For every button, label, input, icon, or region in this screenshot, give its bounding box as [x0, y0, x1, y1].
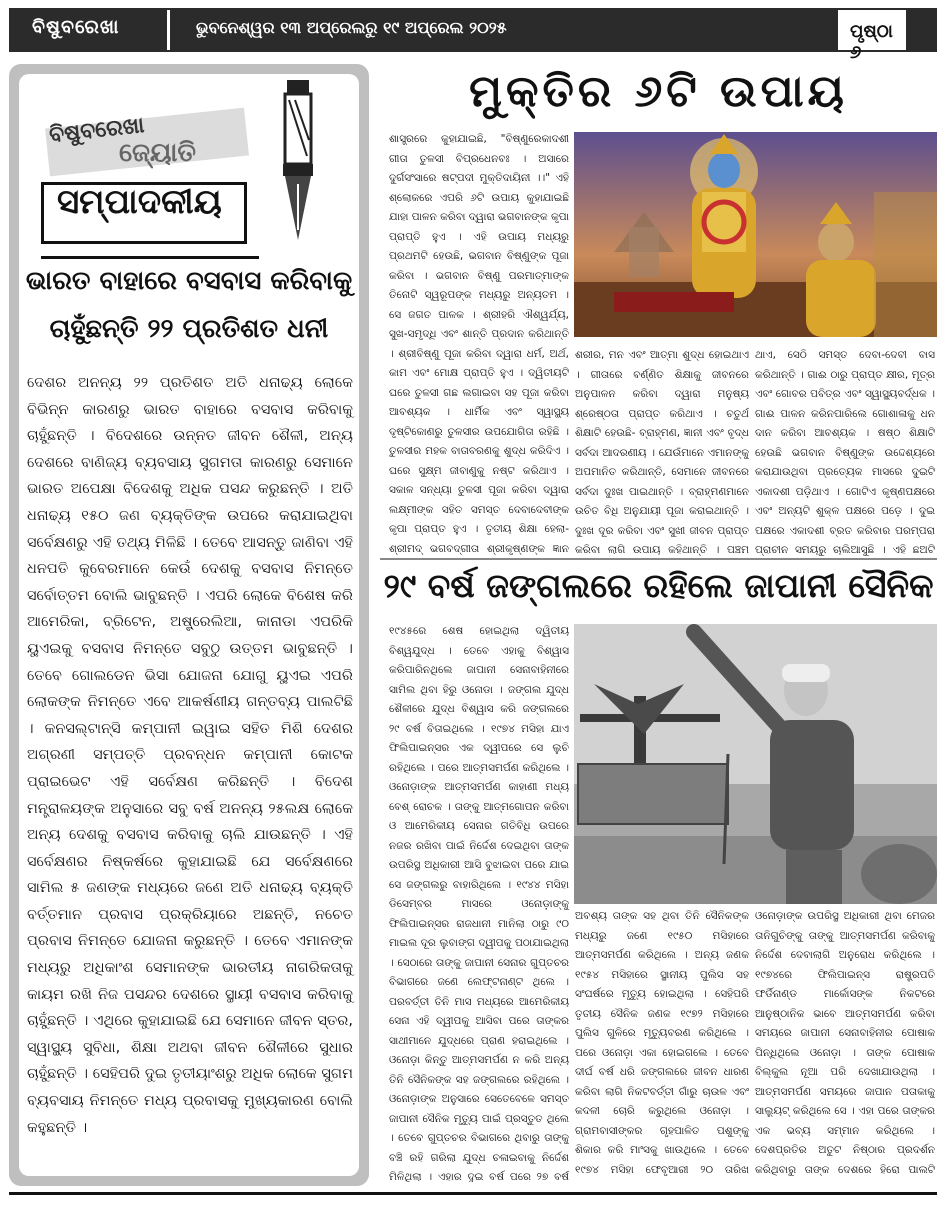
- article-1-column-1: ଶାସ୍ତ୍ରରେ କୁହାଯାଇଛି, "ବିଷ୍ଣୁରେକାଦଶୀ ଗୀତା ତୁଳସୀ ବିପ୍ରଧେନବଃ । ଅସାରେ ଦୁର୍ଗସଂସାରେ ଷଟ୍‌ପଦୀ ମୁକ୍ତିଦାୟିନୀ ।।" ଏହି ଶ୍ଲୋକରେ ଏପରି ୬ଟି ଉପାୟ କୁହାଯାଇଛି ଯାହା ପାଳନ କରିବା ଦ୍ୱାରା ଭଗବାନଙ୍କ କୃପା ପ୍ରାପ୍ତି ହୁଏ । ଏହି ଉପାୟ ମଧ୍ୟରୁ ପ୍ରଥମଟି ହେଉଛି, ଭଗବାନ ବିଷ୍ଣୁଙ୍କ ପୂଜା କରିବା । ଭଗବାନ ବିଷ୍ଣୁ ପରମାତ୍ମାଙ୍କ ତିନୋଟି ସ୍ୱରୂପଙ୍କ ମଧ୍ୟରୁ ଅନ୍ୟତମ । ସେ ଜଗତ ପାଳକ । ଶ୍ରୀହରି ଐଶ୍ୱର୍ଯ୍ୟ, ସୁଖ-ସମୃଦ୍ଧି ଏବଂ ଶାନ୍ତି ପ୍ରଦାନ କରିଥାନ୍ତି । ଶ୍ରୀବିଷ୍ଣୁ ପୂଜା କରିବା ଦ୍ୱାରା ଧର୍ମ, ଅର୍ଥ, କାମ ଏବଂ ମୋକ୍ଷ ପ୍ରାପ୍ତି ହୁଏ । ଦ୍ୱିତୀୟଟି ଘରେ ତୁଳସୀ ଗଛ ଲଗାଇବା ସହ ପୂଜା କରିବା ଆବଶ୍ୟକ । ଧାର୍ମିକ ଏବଂ ସ୍ୱାସ୍ଥ୍ୟ ଦୃଷ୍ଟିକୋଣରୁ ତୁଳସୀର ଉପଯୋଗିତା ରହିଛି । ତୁଳସୀର ମହକ ବାତାବରଣକୁ ଶୁଦ୍ଧ କରିଦିଏ । ଘରେ ସୁକ୍ଷ୍ମ ଜୀବାଣୁକୁ ନଷ୍ଟ କରିଥାଏ । ସକାଳ ସନ୍ଧ୍ୟା ତୁଳସୀ ପୂଜା କରିବା ଦ୍ୱାରା ଲକ୍ଷ୍ମୀଙ୍କ ସହିତ ସମସ୍ତ ଦେବାଦେବୀଙ୍କ କୃପା ପ୍ରାପ୍ତ ହୁଏ । ତୃତୀୟ ଶିକ୍ଷା ହେଲା- ଶ୍ରୀମଦ୍ ଭଗବଦ୍‌ଗୀତା ଶ୍ରୀକୃଷ୍ଣଙ୍କ ଜ୍ଞାନ: [389, 133, 569, 555]
- footer-rule: [9, 1192, 937, 1195]
- article-2-column-2: ଅବଶ୍ୟ ତାଙ୍କ ସହ ଥିବା ତିନି ସୈନିକଙ୍କ ମଧ୍ୟରୁ ଜଣେ ୧୯୫୦ ମସିହାରେ ଆତ୍ମସମର୍ପଣ କରିଥିଲେ । ଅନ୍ୟ ଜଣକ ୧୯୫୪ ମସିହାରେ ସ୍ଥାନୀୟ ପୁଲିସ ସହ ସଂଘର୍ଷରେ ମୃତ୍ୟୁ ହୋଇଥିଲା । ସେହିପରି ତୃତୀୟ ସୈନିକ ଜଣକ ୧୯୭୨ ମସିହାରେ ପୁଲିସ ଗୁଳିରେ ମୃତ୍ୟୁବରଣ କରିଥିଲେ । ପରେ ଓନୋଡ଼ା ଏକା ହୋଇଗଲେ । ତେବେ ଦୀର୍ଘ ବର୍ଷ ଧରି ଜଙ୍ଗଲରେ ଜୀବନ ଧାରଣ କରିବା ଲାଗି ନିକଟବର୍ତ୍ତୀ ଗାଁରୁ ଚାଉଳ ଏବଂ କଦଳୀ ଚୋରି କରୁଥିଲେ ଓନୋଡ଼ା । ଗ୍ରାମବାସୀଙ୍କର ଗୃହପାଳିତ ପଶୁଙ୍କୁ ଶିକାର କରି ମାଂସକୁ ଖାଉଥିଲେ । ତେବେ ୧୯୭୪ ମସିହା ଫେବୃଆରୀ ୨୦ ତାରିଖ: [575, 910, 749, 1176]
- logo-text: ବିଷୁବରେଖା: [32, 16, 120, 38]
- article-1-column-3: ଥାଏ, ସେଠି ସମସ୍ତ ଦେବା-ଦେବୀ ବାସ କରିଥାନ୍ତି । ଗାଈ ଠାରୁ ପ୍ରାପ୍ତ କ୍ଷୀର, ମୂତ୍ର ଏବଂ ଗୋବର ପବିତ୍ର ଏବଂ ସ୍ୱାସ୍ଥ୍ୟବର୍ଦ୍ଧକ । ଗାଈ ପାଳନ କରିନପାରିଲେ ଗୋଶାଳାକୁ ଧନ ଦାନ କରିବା ଆବଶ୍ୟକ । ଷଷ୍ଠ ଶିକ୍ଷାଟି ହେଉଛି ଭଗବାନ ବିଷ୍ଣୁଙ୍କ ଉଦ୍ଦେଶ୍ୟରେ କରାଯାଉଥିବା ପ୍ରତ୍ୟେକ ମାସରେ ଦୁଇଟି ଏକାଦଶୀ ପଡ଼ିଥାଏ । ଗୋଟିଏ କୃଷ୍ଣପକ୍ଷରେ ଏବଂ ଅନ୍ୟଟି ଶୁକ୍ଳ ପକ୍ଷରେ ପଡ଼େ । ଦୁଇ ପକ୍ଷରେ ଏକାଦଶୀ ବ୍ରତ କରିବାର ପରମ୍ପରା ପ୍ରାଚୀନ ସମୟରୁ ଚାଲିଆସୁଛି । ଏହି ଛଅଟି: [755, 349, 935, 556]
- page-number-box: [836, 8, 908, 63]
- masthead-script-2: ଜ୍ୟୋତି: [119, 138, 196, 168]
- masthead-script: ବିଷୁବରେଖା: [47, 113, 146, 148]
- article-2-headline: ୨୯ ବର୍ଷ ଜଙ୍ଗଲରେ ରହିଲେ ଜାପାନୀ ସୈନିକ: [383, 566, 934, 605]
- editorial-headline-line-1: ଭାରତ ବାହାରେ ବସବାସ କରିବାକୁ: [25, 266, 353, 296]
- editorial-masthead: [27, 78, 343, 258]
- editorial-headline-line-2: ଚାହୁଁଛନ୍ତି ୨୨ ପ୍ରତିଶତ ଧନୀ: [49, 314, 329, 344]
- krishna-arjuna-image: [574, 132, 937, 337]
- masthead-rule: [41, 256, 259, 259]
- article-1-column-2: ଶରୀର, ମନ ଏବଂ ଆତ୍ମା ଶୁଦ୍ଧ ହୋଇଥାଏ । ଗୀତାରେ ବର୍ଣ୍ଣିତ ଶିକ୍ଷାକୁ ଜୀବନରେ ଅନୁପାଳନ କରିବା ଦ୍ୱାରା ମନୁଷ୍ୟ ଶ୍ରେଷ୍ଠତା ପ୍ରାପ୍ତ କରିଥାଏ । ଚତୁର୍ଥ ଶିକ୍ଷାଟି ହେଉଛି- ବ୍ରାହ୍ମଣ, ଜ୍ଞାନୀ ଏବଂ ବୃଦ୍ଧ ସର୍ବଦା ଆଦରଣୀୟ । ଯେଉଁମାନେ ଏମାନଙ୍କୁ ଅପମାନିତ କରିଥାନ୍ତି, ସେମାନେ ଜୀବନରେ ସର୍ବଦା ଦୁଃଖ ପାଇଥାନ୍ତି । ବ୍ରାହ୍ମଣମାନେ ଉଚିତ ବିଧି ଅନୁଯାୟୀ ପୂଜା କରାଇଥାନ୍ତି । ଦୁଃଖ ଦୂର କରିବା ଏବଂ ସୁଖୀ ଜୀବନ ପ୍ରାପ୍ତ କରିବା ଲାଗି ଉପାୟ କହିଥାନ୍ତି । ପଞ୍ଚମ: [575, 349, 749, 556]
- fountain-pen-icon: [267, 80, 321, 250]
- editorial-panel: [19, 74, 359, 1176]
- page-number: ପୃଷ୍ଠା ୬: [850, 21, 893, 63]
- japanese-soldier-photo: [574, 624, 937, 904]
- article-divider: [380, 558, 937, 560]
- editorial-body: ଦେଶର ଅନନ୍ୟ ୨୨ ପ୍ରତିଶତ ଅତି ଧନାଢ୍ୟ ଲୋକେ ବିଭିନ୍ନ କାରଣରୁ ଭାରତ ବାହାରେ ବସବାସ କରିବାକୁ ଚାହୁଁଛନ୍ତି । ବିଦେଶରେ ଉନ୍ନତ ଜୀବନ ଶୈଳୀ, ଅନ୍ୟ ଦେଶରେ ବାଣିଜ୍ୟ ବ୍ୟବସାୟ ସୁଗମତା କାରଣରୁ ସେମାନେ ଭାରତ ଅପେକ୍ଷା ବିଦେଶକୁ ଅଧିକ ପସନ୍ଦ କରୁଛନ୍ତି । ଅତି ଧନାଢ୍ୟ ୧୫୦ ଜଣ ବ୍ୟକ୍ତିଙ୍କ ଉପରେ କରାଯାଇଥିବା ସର୍ବେକ୍ଷଣରୁ ଏହି ତଥ୍ୟ ମିଳିଛି । ତେବେ ଆସନ୍ତୁ ଜାଣିବା ଏହି ଧନପତି କୁବେରମାନେ କେଉଁ ଦେଶକୁ ବସବାସ ନିମନ୍ତେ ସର୍ବୋତ୍ତମ ବୋଲି ଭାବୁଛନ୍ତି । ଏପରି ଲୋକେ ବିଶେଷ କରି ଆମେରିକା, ବ୍ରିଟେନ, ଅଷ୍ଟ୍ରେଲିଆ, କାନାଡା ଏପରିକି ୟୁଏଇକୁ ବସବାସ ନିମନ୍ତେ ସବୁଠୁ ଉତ୍ତମ ଭାବୁଛନ୍ତି । ତେବେ ଗୋଲଡେନ ଭିସା ଯୋଜନା ଯୋଗୁ ୟୁଏଇ ଏପରି ଲୋକଙ୍କ ନିମନ୍ତେ ଏବେ ଆକର୍ଷଣୀୟ ଗନ୍ତବ୍ୟ ପାଲଟିଛି । କନସଲ୍ଟାନ୍ସି କମ୍ପାନୀ ଇୱାଇ ସହିତ ମିଶି ଦେଶର ଅଗ୍ରଣୀ ସମ୍ପତ୍ତି ପ୍ରବନ୍ଧନ କମ୍ପାନୀ କୋଟକ ପ୍ରାଇଭେଟ ଏହି ସର୍ବେକ୍ଷଣ କରିଛନ୍ତି । ବିଦେଶ ମନ୍ତ୍ରାଳୟଙ୍କ ଅନୁସାରେ ସବୁ ବର୍ଷ ଅନନ୍ୟ ୨୫ଲକ୍ଷ ଲୋକେ ଅନ୍ୟ ଦେଶକୁ ବସବାସ କରିବାକୁ ଚାଲି ଯାଉଛନ୍ତି । ଏହି ସର୍ବେକ୍ଷଣର ନିଷ୍କର୍ଷରେ କୁହାଯାଇଛି ଯେ ସର୍ବେକ୍ଷଣରେ ସାମିଲ ୫ ଜଣଙ୍କ ମଧ୍ୟରେ ଜଣେ ଅତି ଧନାଢ୍ୟ ବ୍ୟକ୍ତି ବର୍ତ୍ତମାନ ପ୍ରବାସ ପ୍ରକ୍ରିୟାରେ ଅଛନ୍ତି, ନଚେତ ପ୍ରବାସ ନିମନ୍ତେ ଯୋଜନା କରୁଛନ୍ତି । ତେବେ ଏମାନଙ୍କ ମଧ୍ୟରୁ ଅଧିକାଂଶ ସେମାନଙ୍କ ଭାରତୀୟ ନାଗରିକତାକୁ କାୟମ ରଖି ନିଜ ପସନ୍ଦର ଦେଶରେ ସ୍ଥାୟୀ ବସବାସ କରିବାକୁ ଚାହୁଁଛନ୍ତି । ଏଥିରେ କୁହାଯାଇଛି ଯେ ସେମାନେ ଜୀବନ ସ୍ତର, ସ୍ୱାସ୍ଥ୍ୟ ସୁବିଧା, ଶିକ୍ଷା ଅଥବା ଜୀବନ ଶୈଳୀରେ ସୁଧାର ଚାହୁଁଛନ୍ତି । ସେହିପରି ଦୁଇ ତୃତୀୟାଂଶରୁ ଅଧିକ ଲୋକେ ସୁଗମ ବ୍ୟବସାୟ ନିମନ୍ତେ ମଧ୍ୟ ପ୍ରବାସକୁ ମୁଖ୍ୟକାରଣ ବୋଲି କହୁଛନ୍ତି ।: [27, 374, 353, 1136]
- article-1-headline: ମୁକ୍ତିର ୬ଟି ଉପାୟ: [469, 66, 848, 117]
- issue-date: ଭୁବନେଶ୍ୱର ୧୩ ଅପ୍ରେଲରୁ ୧୯ ଅପ୍ରେଲ ୨୦୨୫: [196, 18, 507, 37]
- editorial-section-title: ସମ୍ପାଦକୀୟ: [57, 182, 222, 222]
- editorial-column: [9, 64, 369, 1186]
- newspaper-logo: [12, 10, 170, 50]
- article-2-column-1: ୧୯୪୫ରେ ଶେଷ ହୋଇଥିଲା ଦ୍ୱିତୀୟ ବିଶ୍ୱଯୁଦ୍ଧ । ତେବେ ଏହାକୁ ବିଶ୍ୱାସ କରିପାରିନଥିଲେ ଜାପାନୀ ସେନାବାହିନୀରେ ସାମିଲ ଥିବା ହିରୁ ଓନୋଡା । ଜଙ୍ଗଲ ଯୁଦ୍ଧ ଶୈଳୀରେ ଯୁଦ୍ଧ ବିଶ୍ୱାସ କରି ଜଙ୍ଗଲରେ ୨୯ ବର୍ଷ ବିତାଇଥିଲେ । ୧୯୭୪ ମସିହା ଯାଏ ଫିଲିପାଇନ୍‌ସର ଏକ ଦ୍ୱୀପରେ ସେ ଲୁଚି ରହିଥିଲେ । ପରେ ଆତ୍ମସମର୍ପଣ କରିଥିଲେ । ଓନୋଡ଼ାଙ୍କ ଆତ୍ମସମର୍ପଣ କାହାଣୀ ମଧ୍ୟ ବେଶ୍ ରୋଚକ । ତାଙ୍କୁ ଆତ୍ମଗୋପନ କରିବା ଓ ଆମେରିକୀୟ ସେନାର ଗତିବିଧି ଉପରେ ନଜର ରଖିବା ପାଇଁ ନିର୍ଦ୍ଦେଶ ଦେଇଥିବା ତାଙ୍କ ଉପରିସ୍ଥ ଅଧିକାରୀ ଆସି ବୁଝାଇବା ପରେ ଯାଇ ସେ ଜଙ୍ଗଲରୁ ବାହାରିଥିଲେ । ୧୯୪୪ ମସିହା ଡିସେମ୍ବର ମାସରେ ଓନୋଡ଼ାଙ୍କୁ ଫିଲିପାଇନ୍‌ସର ରାଜଧାନୀ ମାନିଲା ଠାରୁ ୯୦ ମାଇଲ ଦୂର ଲୁବାଙ୍ଗ ଦ୍ୱୀପକୁ ପଠାଯାଇଥିଲା । ସେଠାରେ ତାଙ୍କୁ ଜାପାନୀ ସେନାର ଗୁପ୍ତଚର ବିଭାଗରେ ଜଣେ ଲେଫ୍‌ଟନାଣ୍ଟ ଥିଲେ । ପରବର୍ତ୍ତୀ ତିନି ମାସ ମଧ୍ୟରେ ଆମେରିକୀୟ ସେନା ଏହି ଦ୍ୱୀପକୁ ଆସିବା ପରେ ତାଙ୍କର ସାଥୀମାନେ ଯୁଦ୍ଧରେ ପ୍ରାଣ ହରାଇଥିଲେ । ଓନୋଡ଼ା କିନ୍ତୁ ଆତ୍ମସମର୍ପଣ ନ କରି ଅନ୍ୟ ତିନି ସୈନିକଙ୍କ ସହ ଜଙ୍ଗଲରେ ରହିଥିଲେ । ଓନୋଡ଼ାଙ୍କ ଅନୁସାରେ ସେତେବେଳେ ସମସ୍ତ ଜାପାନୀ ସୈନିକ ମୃତ୍ୟୁ ପାଇଁ ପ୍ରସ୍ତୁତ ଥିଲେ । ତେବେ ଗୁପ୍ତଚର ବିଭାଗରେ ଥିବାରୁ ତାଙ୍କୁ ବଞ୍ଚି ରହି ଗରିଲା ଯୁଦ୍ଧ ଚଳାଇବାକୁ ନିର୍ଦ୍ଦେଶ ମିଳିଥିଲା । ଏହାର ଦୁଇ ବର୍ଷ ପରେ ୨୭ ବର୍ଷ: [389, 625, 569, 1182]
- article-2-column-3: ଓନୋଡ଼ାଙ୍କ ଉପରିସ୍ଥ ଅଧିକାରୀ ଥିବା ମେଜର ତାନିଗୁଚିଙ୍କୁ ତାଙ୍କୁ ଆତ୍ମସମର୍ପଣ କରିବାକୁ ନିର୍ଦ୍ଦେଶ ଦେବାଲାଗି ଅନୁରୋଧ କରିଥିଲେ । ୧୯୭୪ରେ ଫିଲିପାଇନ୍‌ସ ରାଷ୍ଟ୍ରପତି ଫର୍ଡିନାଣ୍ଡ ମାର୍କୋସଙ୍କ ନିକଟରେ ଆନୁଷ୍ଠାନିକ ଭାବେ ଆତ୍ମସମର୍ପଣ କରିବା ସମୟରେ ଜାପାନୀ ସେନାବାହିନୀର ପୋଷାକ ପିନ୍ଧିଥିଲେ ଓନୋଡ଼ା । ତାଙ୍କ ପୋଷାକ ବିଲ୍କୁଲ ନୂଆ ପରି ଦେଖାଯାଉଥିଲା । ଆତ୍ମସମର୍ପଣ ସମୟରେ ଜାପାନ ପତାକାକୁ ସାଲ୍ୟୁଟ୍ କରିଥିଲେ ସେ । ଏହା ପରେ ତାଙ୍କର ଏକ ଭବ୍ୟ ସମ୍ମାନ କରିଥିଲେ । ଦେଶପ୍ରତିର ଅତୁଟ ନିଷ୍ଠାର ପ୍ରଦର୍ଶନ କରିଥିବାରୁ ତାଙ୍କ ଦେଶରେ ହିରୋ ପାଲଟି: [755, 910, 935, 1176]
